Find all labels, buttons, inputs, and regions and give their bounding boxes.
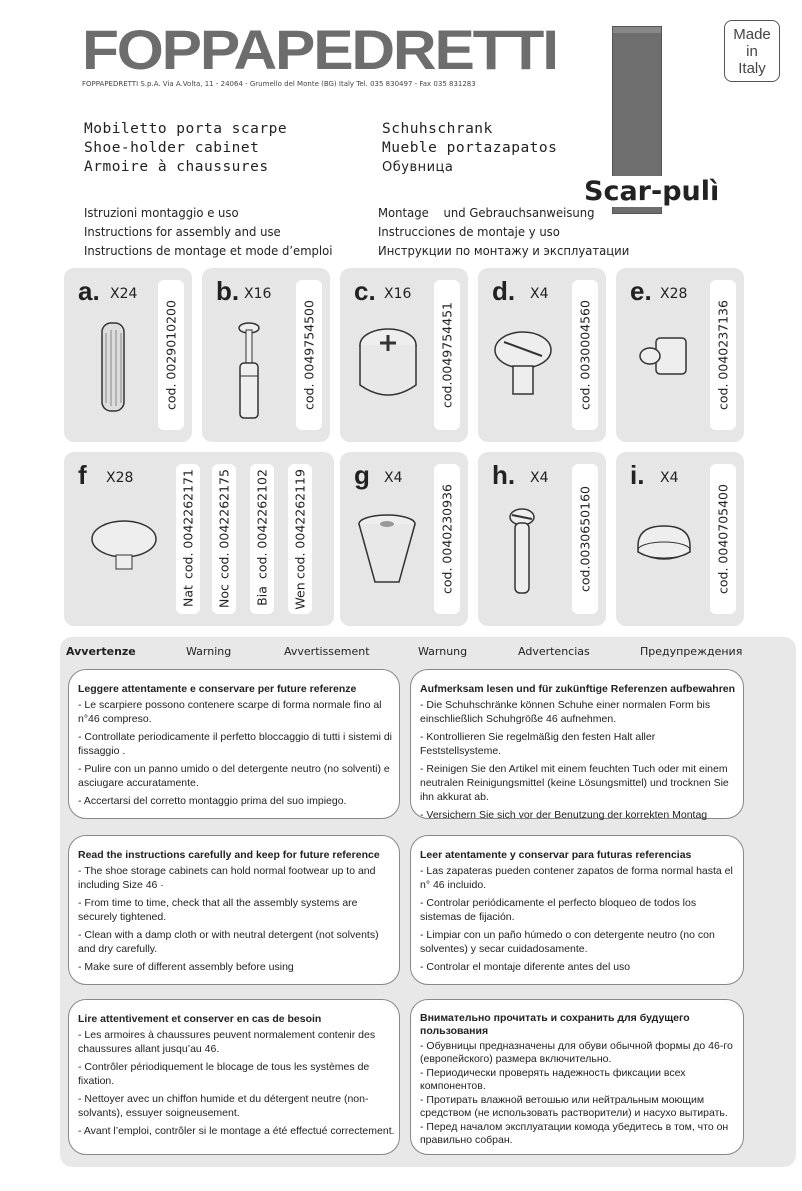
warning-item: - Обувницы предназначены для обуви обычной формы до 46-го (европейского) размера включительно. bbox=[420, 1040, 733, 1065]
product-titles-left bbox=[84, 120, 287, 177]
warning-header-fr: Avvertissement bbox=[284, 645, 370, 658]
warning-item: - Las zapateras pueden contener zapatos de forma normal hasta el n° 46 incluido. bbox=[420, 865, 733, 891]
warning-item: - Протирать влажной ветошью или нейтральным моющим средством (не использовать растворители) и насухо вытирать. bbox=[420, 1094, 728, 1119]
subtitles-right bbox=[378, 203, 629, 260]
code-strip bbox=[288, 464, 312, 614]
part-code: cod. 0029010200 bbox=[163, 300, 179, 410]
part-code: cod.0049754451 bbox=[439, 302, 455, 408]
warning-item: - Kontrollieren Sie regelmäßig den festen Halt aller Feststellsysteme. bbox=[420, 731, 656, 757]
code-strip bbox=[176, 464, 200, 614]
warning-item: - Versichern Sie sich vor der Benutzung der korrekten Montag bbox=[420, 809, 708, 821]
warning-item: - Accertarsi del corretto montaggio prima del suo impiego. bbox=[78, 795, 347, 807]
warning-header-en: Warning bbox=[186, 645, 232, 658]
part-quantity: X16 bbox=[384, 286, 412, 302]
part-quantity: X28 bbox=[660, 286, 688, 302]
warning-item: - Pulire con un panno umido o del detergente neutro (no solventi) e asciugare accuratamente. bbox=[78, 763, 390, 789]
warning-item: - Contrôler périodiquement le blocage de tous les systèmes de fixation. bbox=[78, 1061, 370, 1087]
part-label: i. bbox=[630, 460, 645, 490]
warning-header-de: Warnung bbox=[418, 645, 468, 658]
subtitle-de: Montage und Gebrauchsanweisung bbox=[378, 205, 595, 220]
cover-cap-icon bbox=[84, 517, 164, 577]
subtitle-es: Instrucciones de montaje y uso bbox=[378, 224, 560, 239]
part-label: d. bbox=[492, 276, 516, 306]
part-code: cod. 0042262175 bbox=[216, 469, 232, 579]
part-card-e bbox=[616, 268, 744, 442]
part-card-a bbox=[64, 268, 192, 442]
warning-title: Read the instructions carefully and keep for future reference bbox=[78, 849, 380, 861]
company-address: FOPPAPEDRETTI S.p.A. Via A.Volta, 11 - 24064 - Grumello del Monte (BG) Italy Tel. 035 830497 - Fax 035 831283 bbox=[82, 80, 476, 88]
part-quantity: X16 bbox=[244, 286, 272, 302]
warning-item: - Периодически проверять надежность фиксации всех компонентов. bbox=[420, 1067, 686, 1092]
subtitle-en: Instructions for assembly and use bbox=[84, 224, 281, 239]
part-label: h. bbox=[492, 460, 516, 490]
part-label: f bbox=[78, 460, 87, 490]
part-label: a. bbox=[78, 276, 100, 306]
warning-box-en bbox=[68, 835, 400, 985]
finish-label: Bia bbox=[254, 586, 270, 606]
part-code: cod. 0042262102 bbox=[254, 469, 270, 579]
part-code: cod. 0042262119 bbox=[292, 469, 308, 579]
part-label: g bbox=[354, 460, 370, 490]
part-card-f bbox=[64, 452, 334, 626]
part-quantity: X4 bbox=[530, 470, 549, 486]
part-card-i bbox=[616, 452, 744, 626]
title-de: Schuhschrank bbox=[382, 121, 493, 137]
finish-label: Noc bbox=[216, 584, 232, 608]
warning-item: - Controlar el montaje diferente antes del uso bbox=[420, 961, 631, 973]
warning-item: - The shoe storage cabinets can hold normal footwear up to and including Size 46 · bbox=[78, 865, 376, 891]
part-card-b bbox=[202, 268, 330, 442]
part-code: cod. 0049754500 bbox=[301, 300, 317, 410]
warning-box-ru bbox=[410, 999, 744, 1155]
title-ru: Обувница bbox=[382, 160, 454, 175]
code-strip bbox=[296, 280, 322, 430]
screw-cap-icon bbox=[488, 328, 558, 403]
part-quantity: X4 bbox=[384, 470, 403, 486]
finish-label: Wen bbox=[292, 582, 308, 610]
warning-item: - Nettoyer avec un chiffon humide et du détergent neutre (non-solvants), essuyer soigneusement. bbox=[78, 1093, 369, 1119]
finish-label: Nat bbox=[180, 585, 196, 607]
warning-header-ru: Предупреждения bbox=[640, 645, 743, 658]
warning-item: - Les armoires à chaussures peuvent normalement contenir des chaussures allant jusqu’au 46. bbox=[78, 1029, 376, 1055]
code-strip bbox=[710, 464, 736, 614]
badge-line: in bbox=[746, 43, 758, 60]
warning-item: - Limpiar con un paño húmedo o con detergente neutro (no con solventes) y secar cuidadosamente. bbox=[420, 929, 715, 955]
warning-item: - Controllate periodicamente il perfetto bloccaggio di tutti i sistemi di fissaggio . bbox=[78, 731, 392, 757]
warning-box-fr bbox=[68, 999, 400, 1155]
part-code: cod.0030650160 bbox=[577, 486, 593, 592]
warning-item: - Le scarpiere possono contenere scarpe di forma normale fino al n°46 compreso. bbox=[78, 699, 382, 725]
part-code: cod. 0030004560 bbox=[577, 300, 593, 410]
title-fr: Armoire à chaussures bbox=[84, 159, 269, 175]
cam-lock-icon bbox=[350, 323, 426, 413]
part-quantity: X4 bbox=[530, 286, 549, 302]
made-in-italy-badge bbox=[724, 20, 780, 82]
warning-header-it: Avvertenze bbox=[66, 645, 136, 658]
code-strip bbox=[710, 280, 736, 430]
subtitle-it: Istruzioni montaggio e uso bbox=[84, 205, 239, 220]
title-en: Shoe-holder cabinet bbox=[84, 140, 260, 156]
part-quantity: X28 bbox=[106, 470, 134, 486]
warning-title: Внимательно прочитать и сохранить для будущего пользования bbox=[420, 1012, 690, 1037]
code-strip bbox=[250, 464, 274, 614]
part-card-h bbox=[478, 452, 606, 626]
dowel-icon bbox=[94, 318, 134, 418]
part-label: b. bbox=[216, 276, 240, 306]
code-strip bbox=[212, 464, 236, 614]
badge-line: Made bbox=[733, 26, 771, 43]
shelf-support-icon bbox=[634, 328, 694, 388]
bumper-icon bbox=[632, 522, 696, 572]
part-code: cod. 0040230936 bbox=[439, 484, 455, 594]
warning-box-it bbox=[68, 669, 400, 819]
subtitle-ru: Инструкции по монтажу и эксплуатации bbox=[378, 243, 630, 258]
part-card-g bbox=[340, 452, 468, 626]
title-it: Mobiletto porta scarpe bbox=[84, 121, 288, 137]
warning-title: Aufmerksam lesen und für zukünftige Referenzen aufbewahren bbox=[420, 683, 736, 695]
part-code: cod. 0040237136 bbox=[715, 300, 731, 410]
code-strip bbox=[572, 280, 598, 430]
warning-item: - Перед началом эксплуатации комода убедитесь в том, что он правильно собран. bbox=[420, 1121, 729, 1146]
badge-line: Italy bbox=[738, 60, 766, 77]
part-card-c bbox=[340, 268, 468, 442]
product-titles-right bbox=[382, 120, 557, 177]
title-es: Mueble portazapatos bbox=[382, 140, 558, 156]
part-code: cod. 0040705400 bbox=[715, 484, 731, 594]
brand-logo: FOPPAPEDRETTI bbox=[82, 18, 557, 81]
warning-item: - Die Schuhschränke können Schuhe einer normalen Form bis einschließlich Schuhgröße 46 aufnehmen. bbox=[420, 699, 711, 725]
warning-item: - Controlar periódicamente el perfecto bloqueo de todos los sistemas de fijación. bbox=[420, 897, 697, 923]
subtitle-fr: Instructions de montage et mode d’emploi bbox=[84, 243, 333, 258]
part-quantity: X24 bbox=[110, 286, 138, 302]
warnings-panel bbox=[60, 637, 796, 1167]
part-quantity: X4 bbox=[660, 470, 679, 486]
subtitles-left bbox=[84, 203, 332, 260]
warning-item: - Avant l’emploi, contrôler si le montage a été effectué correctement. bbox=[78, 1125, 395, 1137]
code-strip bbox=[434, 464, 460, 614]
warning-item: - Make sure of different assembly before using bbox=[78, 961, 294, 973]
warning-title: Leggere attentamente e conservare per future referenze bbox=[78, 683, 357, 695]
warning-item: - Reinigen Sie den Artikel mit einem feuchten Tuch oder mit einem neutralen Reinigungsmittel (keine Lösungsmittel) und trocknen Sie ihn akkurat ab. bbox=[420, 763, 729, 803]
code-strip bbox=[434, 280, 460, 430]
code-strip bbox=[158, 280, 184, 430]
part-label: c. bbox=[354, 276, 376, 306]
screw-icon bbox=[502, 507, 542, 607]
part-card-d bbox=[478, 268, 606, 442]
warning-box-es bbox=[410, 835, 744, 985]
warning-title: Leer atentamente y conservar para futuras referencias bbox=[420, 849, 692, 861]
warning-title: Lire attentivement et conserver en cas de besoin bbox=[78, 1013, 322, 1025]
part-code: cod. 0042262171 bbox=[180, 469, 196, 579]
warning-item: - From time to time, check that all the assembly systems are securely tightened. bbox=[78, 897, 358, 923]
warning-box-de bbox=[410, 669, 744, 819]
part-label: e. bbox=[630, 276, 652, 306]
cam-pin-icon bbox=[224, 318, 274, 428]
warning-item: - Clean with a damp cloth or with neutral detergent (not solvents) and dry carefully. bbox=[78, 929, 379, 955]
code-strip bbox=[572, 464, 598, 614]
foot-icon bbox=[352, 512, 422, 592]
warning-header-es: Advertencias bbox=[518, 645, 590, 658]
product-name: Scar-pulì bbox=[580, 176, 723, 207]
